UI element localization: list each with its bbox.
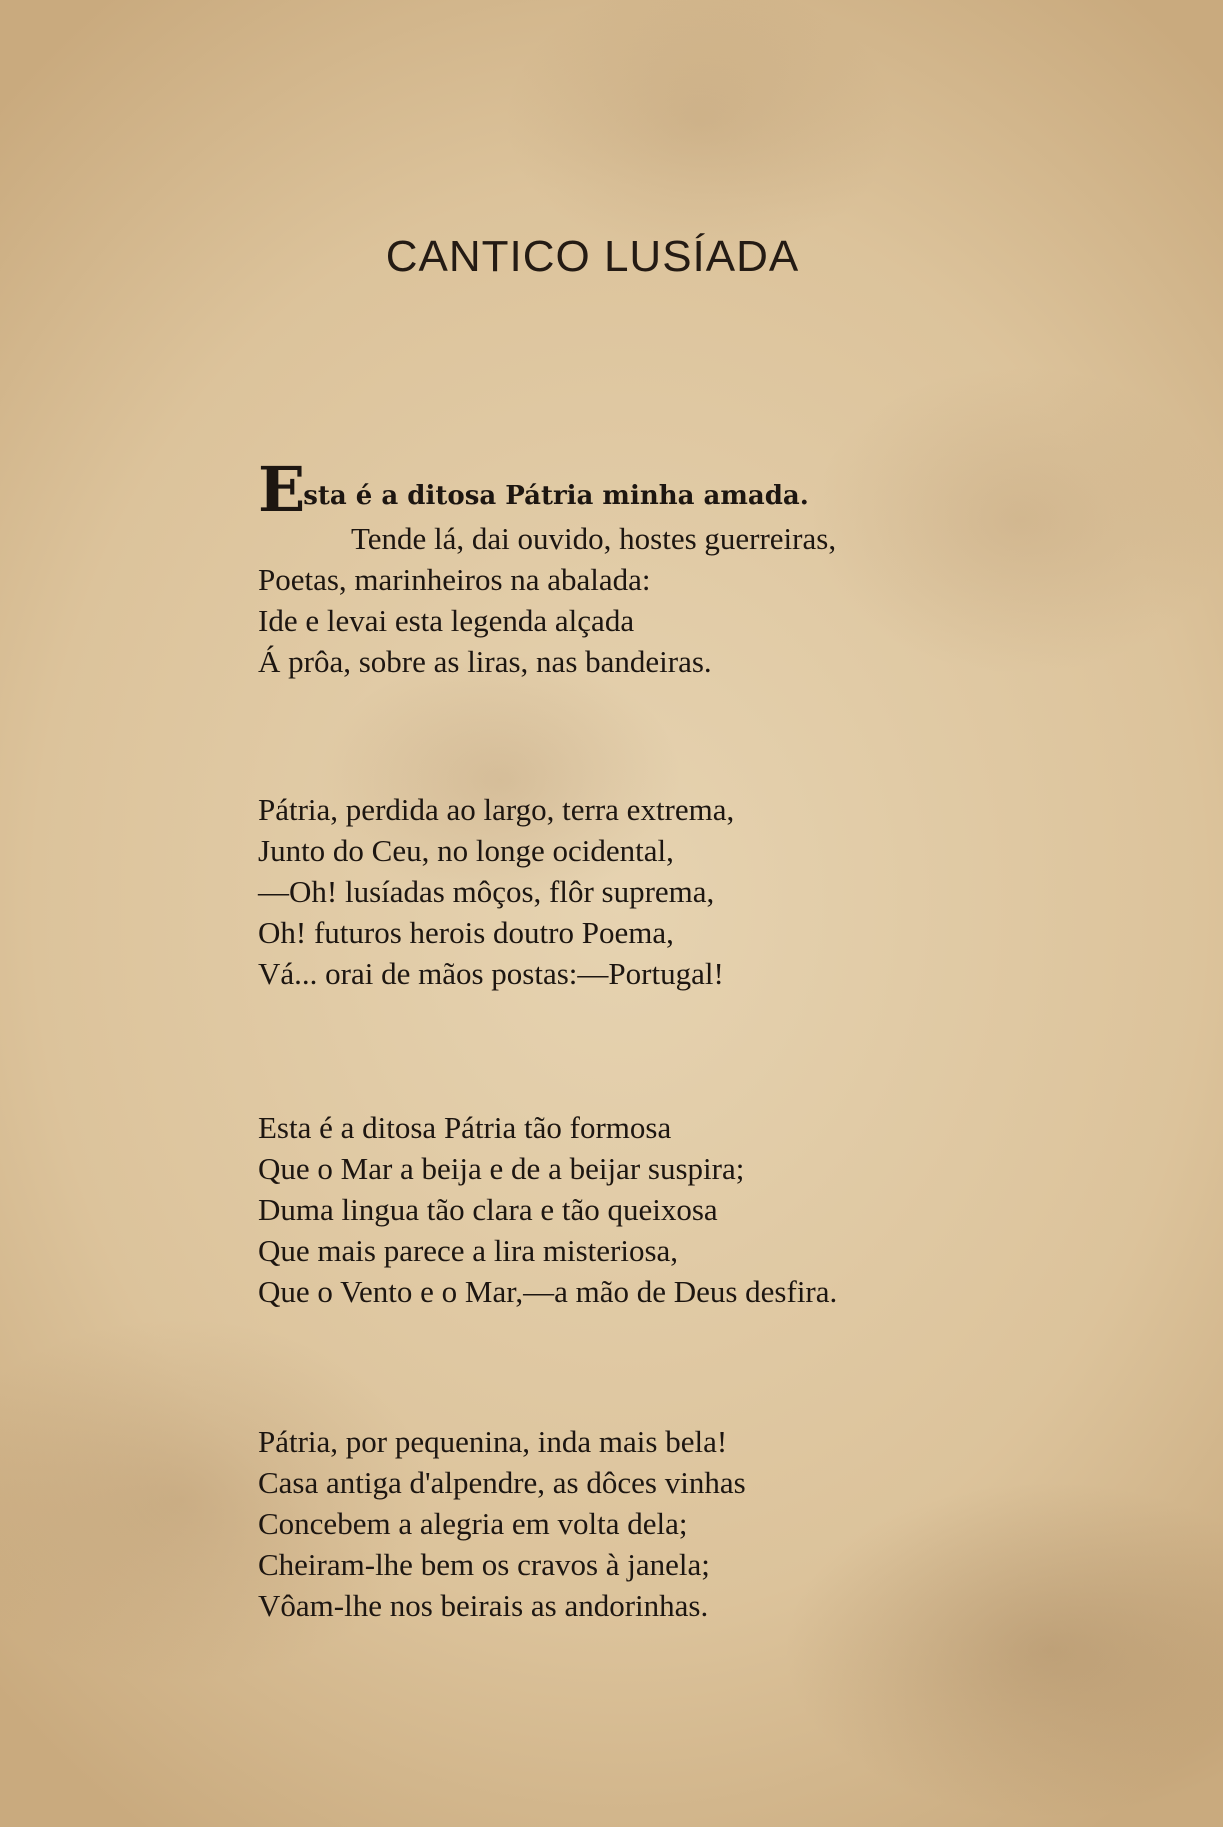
verse-line: Duma lingua tão clara e tão queixosa xyxy=(258,1192,718,1227)
verse-line: Que o Vento e o Mar,—a mão de Deus desfira. xyxy=(258,1274,838,1309)
stanza-1 xyxy=(258,453,837,682)
verse-line: Pátria, perdida ao largo, terra extrema, xyxy=(258,792,735,827)
verse-line: Que o Mar a beija e de a beijar suspira; xyxy=(258,1151,745,1186)
verse-line: Cheiram-lhe bem os cravos à janela; xyxy=(258,1547,710,1582)
verse-line: Que mais parece a lira misteriosa, xyxy=(258,1233,679,1268)
verse-line: Á prôa, sobre as liras, nas bandeiras. xyxy=(258,644,712,679)
opening-line xyxy=(258,453,836,526)
stanza-4 xyxy=(258,1421,746,1626)
verse-line: Tende lá, dai ouvido, hostes guerreiras, xyxy=(351,521,837,556)
verse-line: Vôam-lhe nos beirais as andorinhas. xyxy=(258,1588,709,1623)
verse-line: Ide e levai esta legenda alçada xyxy=(258,603,635,638)
verse-line: Concebem a alegria em volta dela; xyxy=(258,1506,688,1541)
verse-line: Pátria, por pequenina, inda mais bela! xyxy=(258,1424,728,1459)
verse-line: Oh! futuros herois doutro Poema, xyxy=(258,915,674,950)
verse-line: Poetas, marinheiros na abalada: xyxy=(258,562,651,597)
verse-line: Vá... orai de mãos postas:—Portugal! xyxy=(258,956,724,991)
drop-cap: E xyxy=(258,453,304,526)
verse-line: Esta é a ditosa Pátria tão formosa xyxy=(258,1110,672,1145)
verse-line: Casa antiga d'alpendre, as dôces vinhas xyxy=(258,1465,746,1500)
stanza-3 xyxy=(258,1107,837,1312)
blackletter-line-text: sta é a ditosa Pátria minha amada. xyxy=(303,481,809,511)
verse-line: —Oh! lusíadas môços, flôr suprema, xyxy=(258,874,715,909)
verse-line: Junto do Ceu, no longe ocidental, xyxy=(258,833,674,868)
stanza-2 xyxy=(258,789,734,994)
poem-title: CANTICO LUSÍADA xyxy=(385,232,800,281)
